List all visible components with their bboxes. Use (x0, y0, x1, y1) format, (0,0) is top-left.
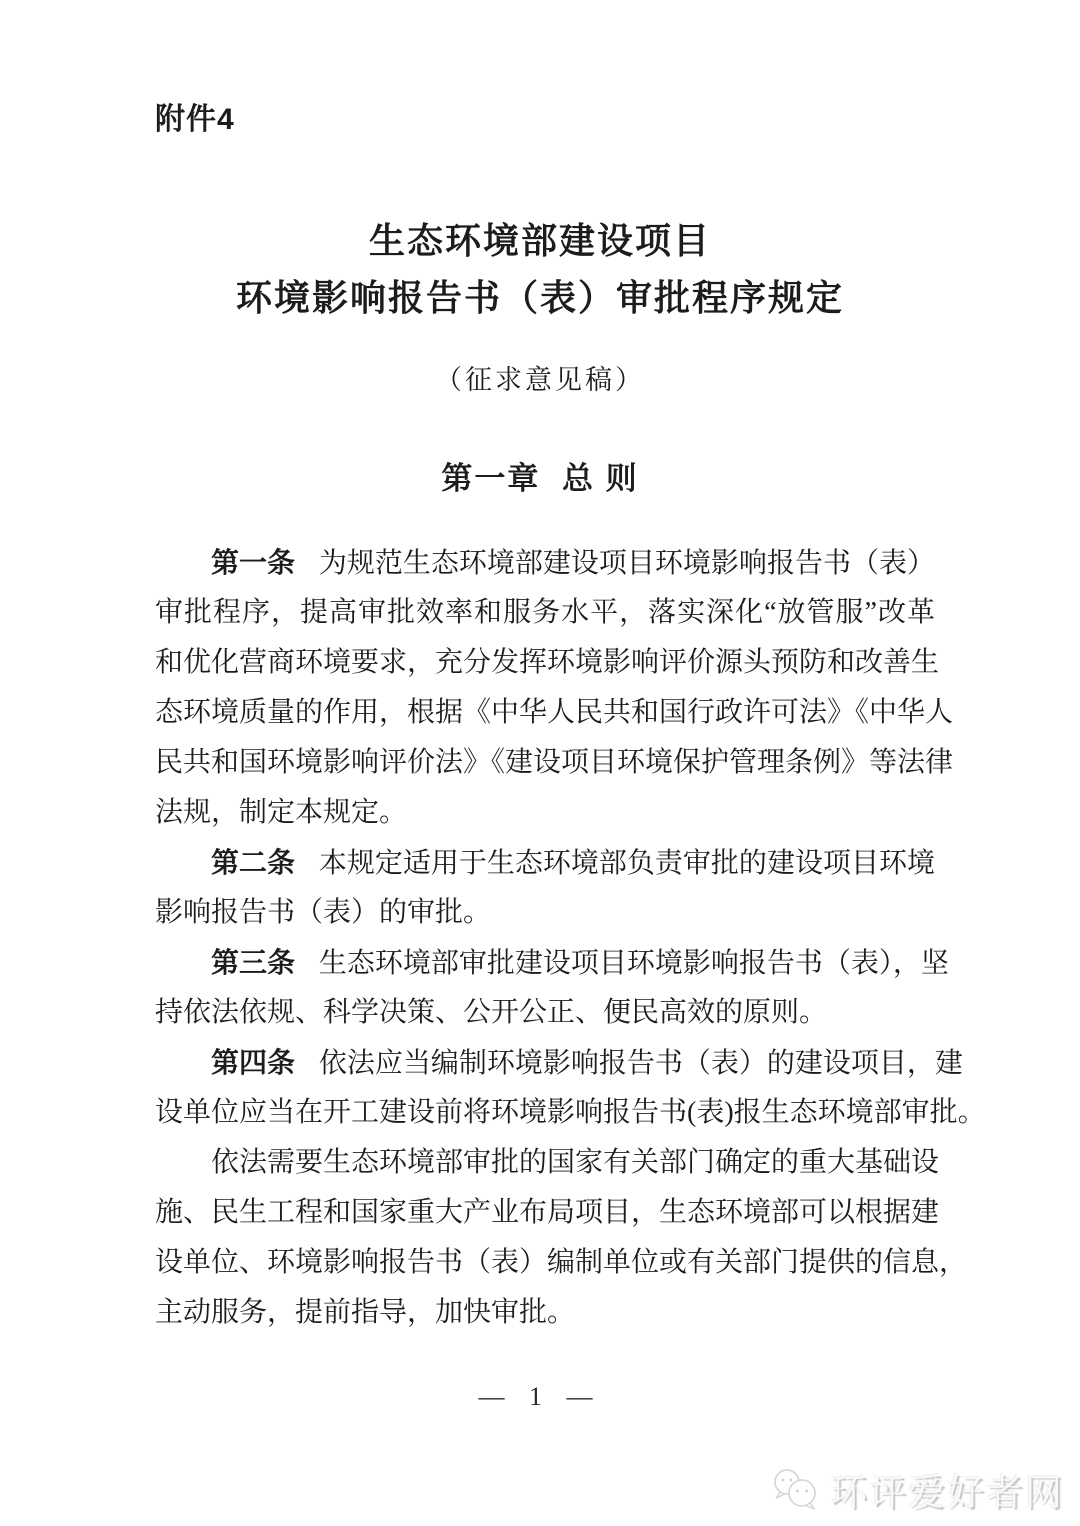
document-body (155, 538, 986, 1338)
watermark (770, 1462, 1064, 1516)
paragraph (155, 1138, 968, 1338)
text-line: 持依法依规、科学决策、公开公正、便民高效的原则。 (155, 997, 828, 1028)
paragraph (155, 838, 935, 938)
text-line: 影响报告书（表）的审批。 (155, 897, 492, 928)
chapter-title: 总 则 (562, 461, 639, 496)
page-number: — 1 — (478, 1382, 602, 1411)
article-term: 第三条 (211, 947, 296, 978)
title-line-1: 生态环境部建设项目 (368, 220, 711, 261)
subtitle-draft-note: （征求意见稿） (435, 365, 645, 395)
text-line: 法规，制定本规定。 (155, 797, 408, 828)
text-line: 第三条 生态环境部审批建设项目环境影响报告书（表），坚 (211, 947, 949, 979)
text-line: 第一条 为规范生态环境部建设项目环境影响报告书（表） (211, 547, 935, 579)
paragraph (155, 938, 949, 1038)
article-term: 第二条 (211, 847, 296, 878)
text-line: 第四条 依法应当编制环境影响报告书（表）的建设项目，建 (211, 1047, 963, 1079)
text-line: 施、民生工程和国家重大产业布局项目，生态环境部可以根据建 (155, 1197, 940, 1228)
article-term: 第四条 (211, 1047, 296, 1078)
document-title (0, 212, 1080, 326)
paragraph (155, 1038, 986, 1138)
text-line: 依法需要生态环境部审批的国家有关部门确定的重大基础设 (211, 1147, 940, 1178)
text-line: 态环境质量的作用，根据《中华人民共和国行政许可法》《中华人 (155, 697, 954, 728)
text-line: 第二条 本规定适用于生态环境部负责审批的建设项目环境 (211, 847, 935, 879)
watermark-text: 环评爱好者网 (830, 1472, 1064, 1513)
article-term: 第一条 (211, 547, 296, 578)
chapter-heading (0, 460, 1080, 498)
title-line-2: 环境影响报告书（表）审批程序规定 (235, 277, 844, 318)
text-line: 民共和国环境影响评价法》《建设项目环境保护管理条例》等法律 (155, 747, 954, 778)
text-line: 审批程序，提高审批效率和服务水平，落实深化“放管服”改革 (155, 597, 935, 628)
attachment-label: 附件4 (155, 103, 235, 136)
text-line: 主动服务，提前指导，加快审批。 (155, 1297, 576, 1328)
text-line: 设单位、环境影响报告书（表）编制单位或有关部门提供的信息， (155, 1247, 968, 1278)
paragraph (155, 538, 954, 838)
chapter-number: 第一章 (441, 461, 541, 496)
text-line: 和优化营商环境要求，充分发挥环境影响评价源头预防和改善生 (155, 647, 940, 678)
wechat-logo-icon (770, 1467, 822, 1511)
text-line: 设单位应当在开工建设前将环境影响报告书(表)报生态环境部审批。 (155, 1097, 986, 1128)
